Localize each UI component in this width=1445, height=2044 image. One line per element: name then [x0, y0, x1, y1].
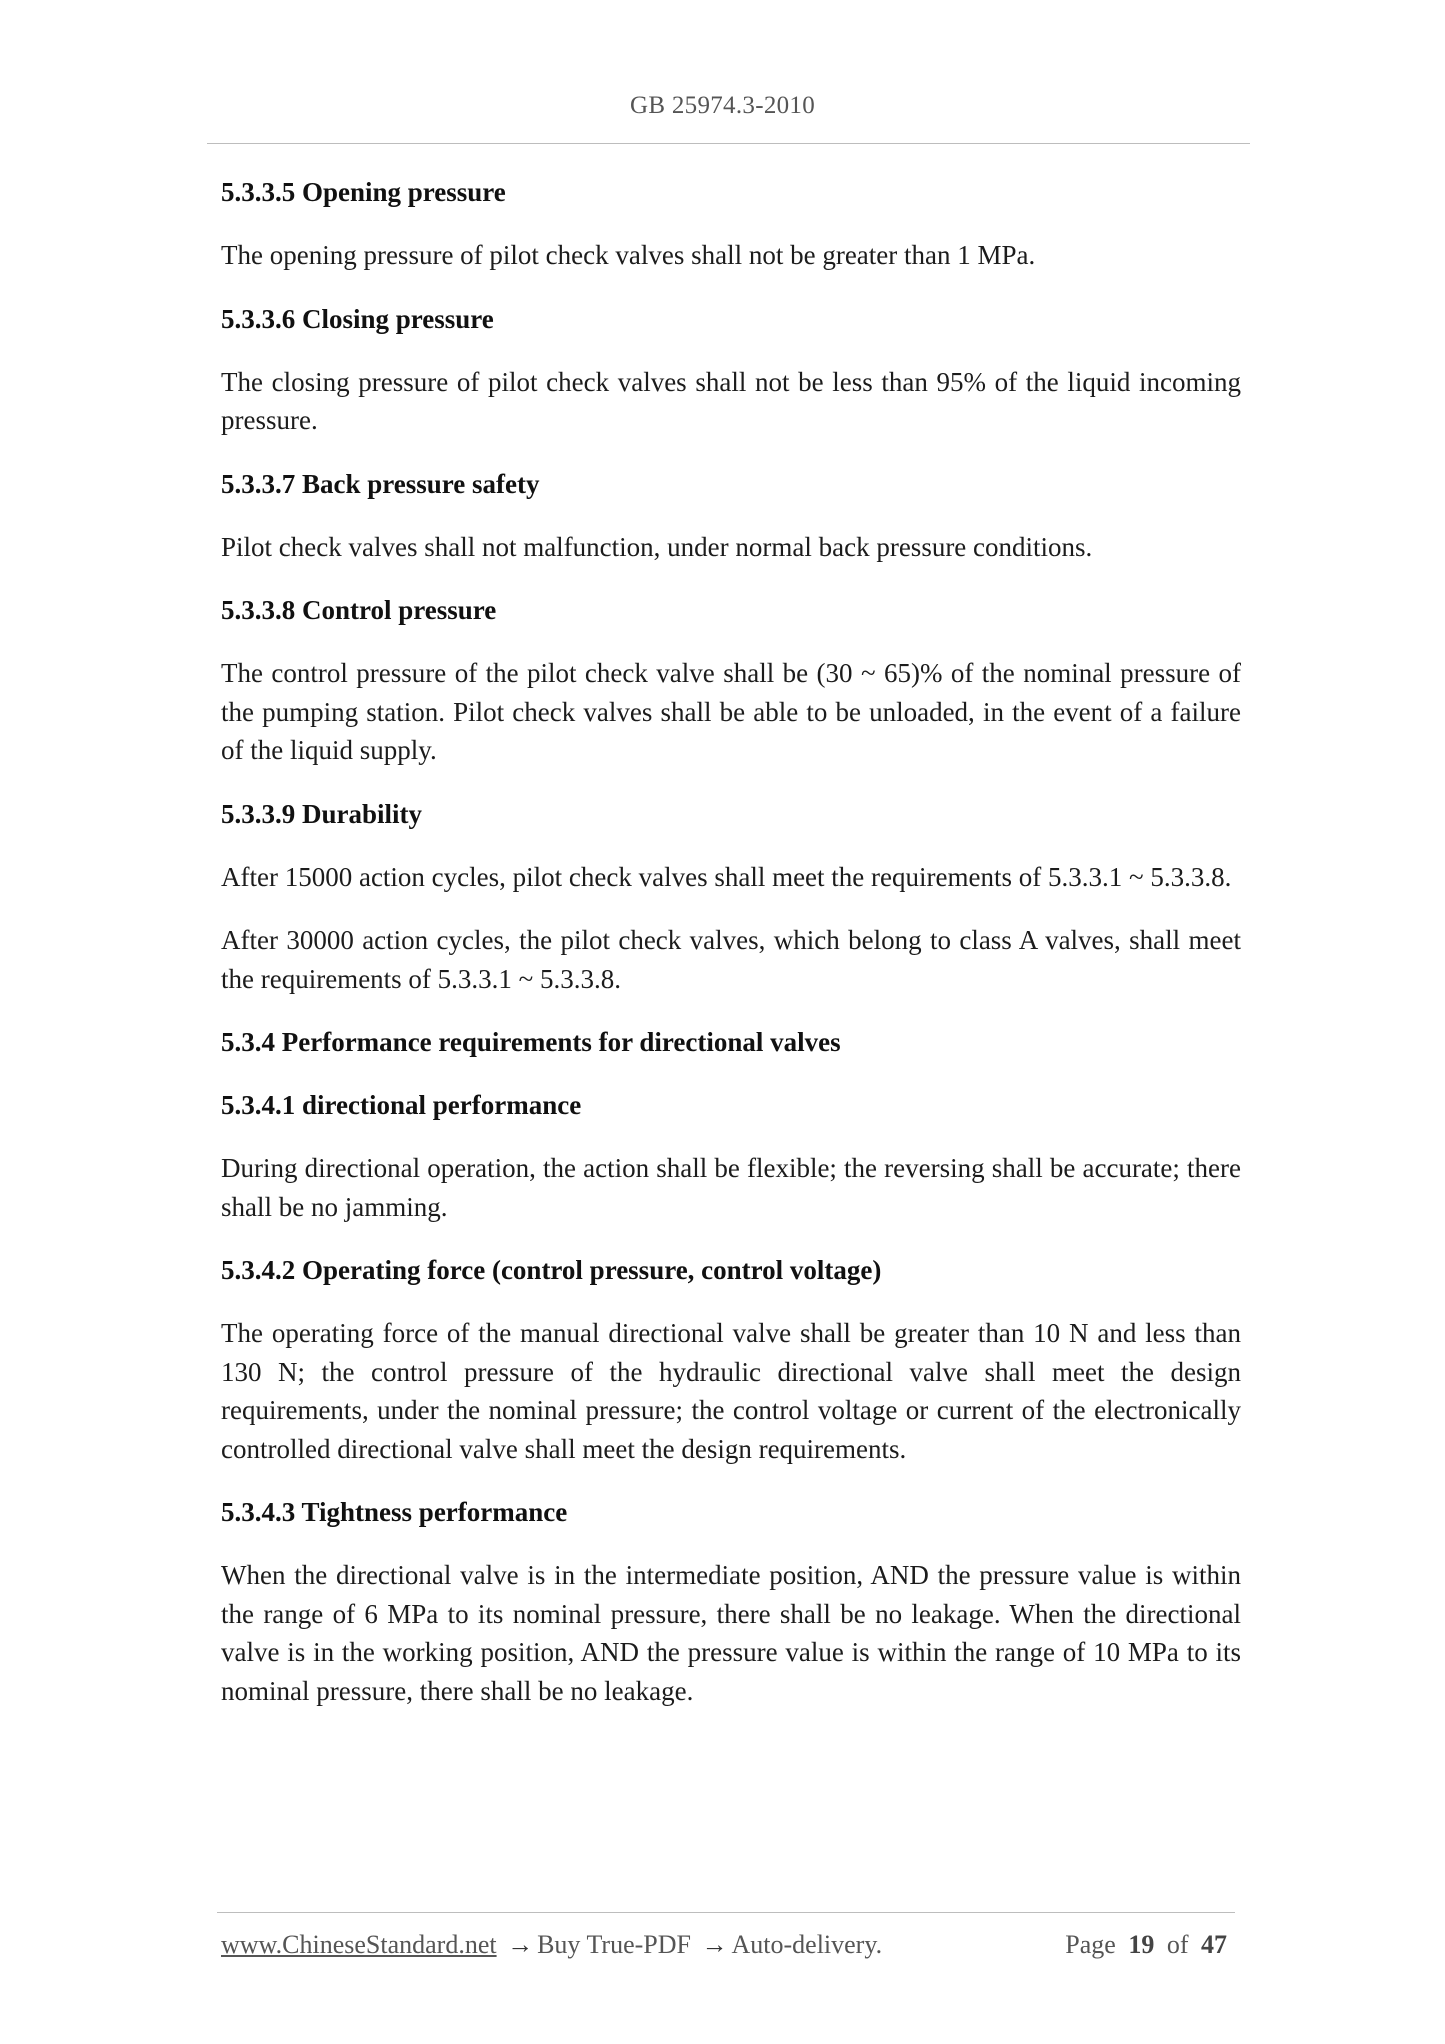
document-body: [221, 173, 1241, 1735]
section-paragraph: During directional operation, the action shall be flexible; the reversing shall be accurate; there shall be no jamming.: [221, 1153, 1241, 1222]
section-paragraph: The closing pressure of pilot check valves shall not be less than 95% of the liquid incoming pressure.: [221, 366, 1241, 435]
section-paragraph: The opening pressure of pilot check valves shall not be greater than 1 MPa.: [221, 240, 1036, 270]
section-heading: 5.3.3.9 Durability: [221, 798, 423, 829]
arrow-right-icon: →: [507, 1930, 534, 1959]
section-paragraph: After 15000 action cycles, pilot check valves shall meet the requirements of 5.3.3.1 ~ 5.3.3.8.: [221, 861, 1232, 892]
page-label: Page: [1065, 1930, 1116, 1959]
section-paragraph: Pilot check valves shall not malfunction, under normal back pressure conditions.: [221, 531, 1093, 562]
section-heading: 5.3.4.1 directional performance: [221, 1090, 582, 1120]
section-heading: 5.3.3.8 Control pressure: [221, 595, 497, 625]
section-heading: 5.3.4 Performance requirements for directional valves: [221, 1027, 841, 1057]
arrow-right-icon: →: [701, 1930, 728, 1959]
page-footer: [221, 1930, 1233, 1960]
section-heading: 5.3.4.2 Operating force (control pressure, control voltage): [221, 1255, 882, 1285]
buy-pdf-text: Buy True-PDF: [537, 1930, 691, 1959]
section-paragraph: After 30000 action cycles, the pilot check valves, which belong to class A valves, shall meet the requirements of 5.3.3.1 ~ 5.3.3.8.: [221, 925, 1241, 994]
current-page-number: 19: [1128, 1930, 1155, 1959]
footer-left: [221, 1930, 882, 1960]
section-paragraph: The control pressure of the pilot check valve shall be (30 ~ 65)% of the nominal pressure of the pumping station. Pilot check valves shall be able to be unloaded, in the event of a failure of the liquid supply.: [221, 658, 1241, 765]
section-heading: 5.3.3.5 Opening pressure: [221, 177, 506, 207]
document-header: GB 25974.3-2010: [629, 92, 816, 119]
section-paragraph: When the directional valve is in the intermediate position, AND the pressure value is within the range of 6 MPa to its nominal pressure, there shall be no leakage. When the directional valve is in the working position, AND the pressure value is within the range of 10 MPa to its nominal pressure, there shall be no leakage.: [221, 1560, 1241, 1706]
footer-divider: [217, 1912, 1235, 1913]
header-divider: [207, 143, 1250, 144]
auto-delivery-text: Auto-delivery.: [731, 1930, 883, 1959]
section-paragraph: The operating force of the manual directional valve shall be greater than 10 N and less than 130 N; the control pressure of the hydraulic directional valve shall meet the design requirements, under the nominal pressure; the control voltage or current of the electronically controlled directional valve shall meet the design requirements.: [221, 1318, 1241, 1464]
section-heading: 5.3.3.6 Closing pressure: [221, 303, 494, 334]
page-indicator: [1065, 1930, 1233, 1960]
total-pages-number: 47: [1201, 1930, 1227, 1959]
section-heading: 5.3.3.7 Back pressure safety: [221, 468, 540, 499]
of-label: of: [1166, 1930, 1189, 1959]
website-link[interactable]: www.ChineseStandard.net: [221, 1930, 497, 1959]
section-heading: 5.3.4.3 Tightness performance: [221, 1497, 568, 1527]
